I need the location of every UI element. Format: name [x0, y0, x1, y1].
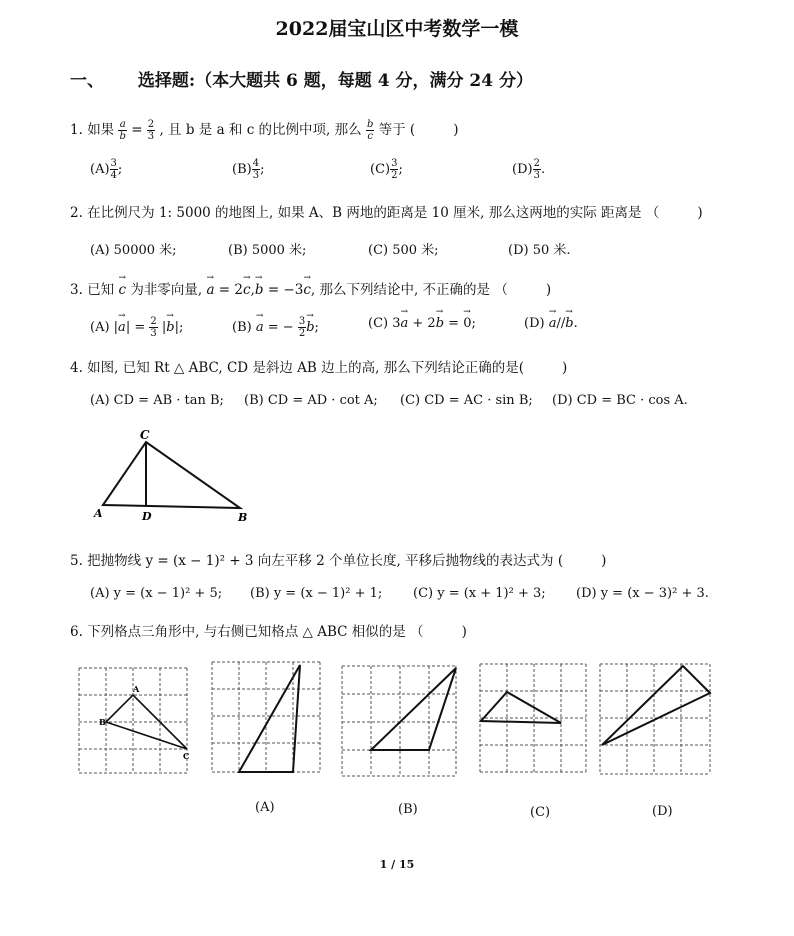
- q4-option-c: (C) CD = AC · sin B;: [400, 393, 533, 408]
- page-number: 1 / 15: [379, 858, 415, 871]
- section-label: 选择题:（本大题共 6 题，每题 4 分，满分 24 分）: [137, 71, 533, 91]
- option-a-grid: [210, 660, 326, 778]
- fig4-label-c: C: [140, 428, 150, 442]
- triangle-abc-figure: [90, 425, 260, 530]
- q1-text-3: 等于 (: [378, 122, 416, 138]
- q6-label-a: (A): [255, 800, 275, 815]
- q1-frac-bc: $\frac{b}{c}$: [366, 119, 374, 142]
- fig4-label-d: D: [142, 510, 152, 523]
- q3-option-b: (B) → a = − $\frac{3}{2}$ → b;: [232, 316, 319, 339]
- q5-option-b: (B) y = (x − 1)² + 1;: [250, 586, 383, 601]
- fig4-label-b: B: [238, 511, 248, 524]
- question-2: [70, 201, 703, 221]
- q5-option-a: (A) y = (x − 1)² + 5;: [90, 586, 223, 601]
- given-label-c: C: [183, 751, 190, 761]
- q5-text: 5. 把抛物线 y = (x − 1)² + 3 向左平移 2 个单位长度, 平移后抛物线的表达式为 (: [70, 553, 564, 569]
- option-a-triangle: [239, 665, 300, 772]
- q1-option-b: (B) $\frac{4}{3}$ ;: [232, 158, 265, 181]
- q2-option-d: (D) 50 米.: [508, 243, 571, 258]
- q1-option-a: (A) $\frac{3}{4}$ ;: [90, 158, 123, 181]
- q4-option-d: (D) CD = BC · cos A.: [552, 393, 688, 408]
- q2-text: 2. 在比例尺为 1: 5000 的地图上, 如果 A、B 两地的距离是 10 厘米, 那么这两地的实际 距离是 （: [70, 205, 660, 221]
- option-c-grid: [478, 662, 590, 778]
- q1-frac-ab: $\frac{a}{b}$: [119, 119, 126, 142]
- q1-frac-23: $\frac{2}{3}$: [147, 119, 155, 142]
- q6-label-d: (D): [652, 804, 673, 819]
- q1-text-1: 如果: [87, 122, 115, 138]
- q4-close: ): [562, 360, 568, 376]
- q5-option-c: (C) y = (x + 1)² + 3;: [413, 586, 546, 601]
- given-grid: [77, 666, 195, 778]
- q6-label-c: (C): [530, 805, 551, 820]
- given-label-b: B: [99, 717, 106, 727]
- q1-option-d: (D) $\frac{2}{3}$ .: [512, 158, 546, 181]
- q2-option-a: (A) 50000 米;: [90, 243, 177, 258]
- question-5: [70, 549, 606, 569]
- option-d-triangle: [602, 666, 710, 745]
- q3-option-a: (A) |→ a| = $\frac{2}{3}$ |→ b|;: [90, 316, 183, 339]
- q1-close: ): [453, 122, 459, 138]
- q5-option-d: (D) y = (x − 3)² + 3.: [576, 586, 709, 601]
- q1-text-2: , 且 b 是 a 和 c 的比例中项, 那么: [159, 122, 362, 138]
- q2-option-c: (C) 500 米;: [368, 243, 439, 258]
- option-d-grid: [598, 662, 714, 780]
- question-1: [70, 118, 458, 142]
- q3-option-c: (C) 3→ a + 2→ b = → 0;: [368, 316, 476, 331]
- q4-option-a: (A) CD = AB · tan B;: [90, 393, 224, 408]
- q6-label-b: (B): [398, 802, 418, 817]
- q3-option-d: (D) → a//→ b.: [524, 316, 578, 331]
- fig4-label-a: A: [94, 507, 103, 520]
- q1-eq: =: [131, 122, 143, 138]
- triangle-abc: [103, 442, 240, 508]
- q6-close: ): [461, 624, 467, 640]
- option-b-triangle: [371, 668, 456, 750]
- page-title: 2022届宝山区中考数学一模: [275, 18, 519, 40]
- question-3: 3. 已知 → c 为非零向量, → a = 2→ c,→ b = −3→ c, 那么下列结论中, 不正确的是 （ ): [70, 278, 551, 298]
- question-4: [70, 356, 567, 376]
- q1-number: 1.: [70, 122, 83, 138]
- q5-close: ): [601, 553, 607, 569]
- option-b-grid: [340, 664, 460, 780]
- q2-option-b: (B) 5000 米;: [228, 243, 307, 258]
- q2-close: ): [697, 205, 703, 221]
- section-number: 一、: [70, 71, 104, 91]
- question-6: [70, 620, 467, 640]
- section-heading: [70, 66, 533, 91]
- q4-text: 4. 如图, 已知 Rt △ ABC, CD 是斜边 AB 边上的高, 那么下列结论正确的是(: [70, 360, 524, 376]
- q1-option-c: (C) $\frac{3}{2}$ ;: [370, 158, 403, 181]
- q6-text: 6. 下列格点三角形中, 与右侧已知格点 △ ABC 相似的是 （: [70, 624, 424, 640]
- q4-option-b: (B) CD = AD · cot A;: [244, 393, 378, 408]
- given-label-a: A: [133, 684, 140, 694]
